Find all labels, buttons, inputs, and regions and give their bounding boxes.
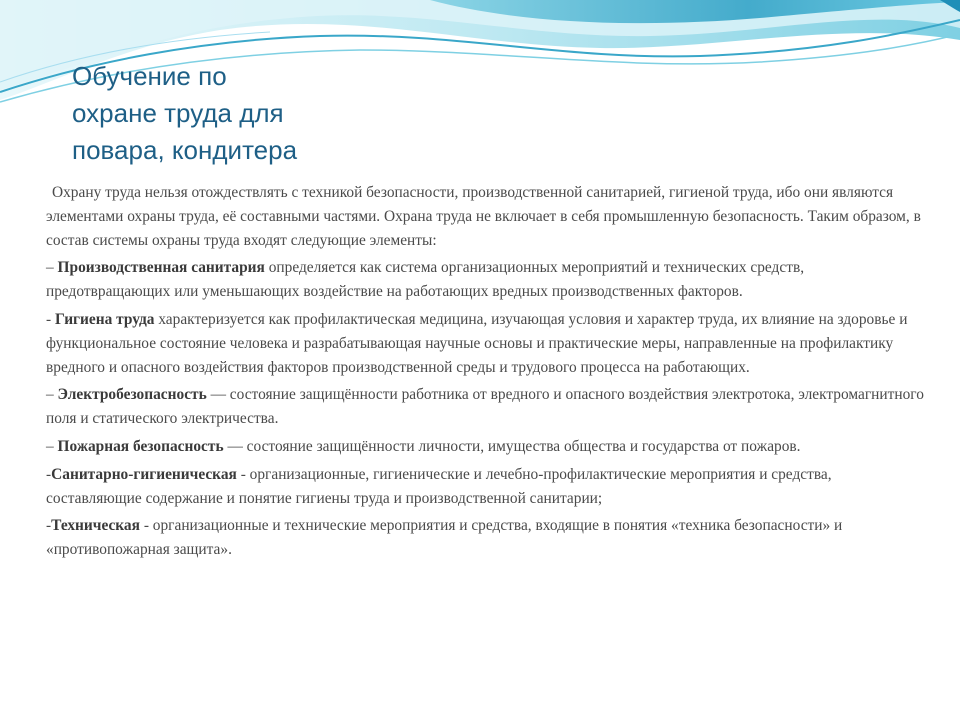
intro-paragraph: Охрану труда нельзя отождествлять с техникой безопасности, производственной санитарией, гигиеной труда, ибо они являются элементами охраны труда, её составными частями. Охрана труда не включает в себя промышленную безопасность. Таким образом, в состав системы охраны труда входят следующие элементы: [46,184,921,249]
title-line-3: повара, кондитера [72,135,298,165]
element-item [46,514,931,562]
item-term: Пожарная безопасность [57,437,224,455]
item-term: Санитарно-гигиеническая [51,465,237,483]
element-item [46,308,931,379]
item-prefix: - [46,517,52,535]
item-prefix: – [46,386,58,404]
item-prefix: - [46,310,55,328]
title-line-1: Обучение по [72,61,227,91]
item-term: Гигиена труда [54,310,155,328]
item-text: - организационные и технические мероприятия и средства, входящие в понятия «техника безопасности» и «противопожарная защита». [46,517,843,559]
item-prefix: – [46,259,58,277]
item-text: — состояние защищённости работника от вредного и опасного воздействия электротока, электромагнитного поля и статического электричества. [46,386,924,428]
slide-title [72,58,492,169]
item-text: — состояние защищённости личности, имущества общества и государства от пожаров. [223,437,801,455]
element-item [46,435,931,459]
item-term: Техническая [51,517,140,535]
item-term: Электробезопасность [57,386,207,404]
item-term: Производственная санитария [57,259,265,277]
item-text: характеризуется как профилактическая медицина, изучающая условия и характер труда, их влияние на здоровье и функциональное состояние человека и разрабатывающая научные основы и практические меры, направленные на профилактику вредного и опасного воздействия факторов производственной среды и трудового процесса на работающих. [46,310,908,376]
title-line-2: охране труда для [72,98,284,128]
item-text: определяется как система организационных мероприятий и технических средств, предотвращающих или уменьшающих воздействие на работающих вредных производственных факторов. [46,259,805,301]
item-prefix: - [46,465,52,483]
element-item [46,463,931,511]
item-prefix: – [46,437,58,455]
element-item [46,256,931,304]
item-text: - организационные, гигиенические и лечебно-профилактические мероприятия и средства, составляющие содержание и понятие гигиены труда и производственной санитарии; [46,465,832,507]
slide-body [46,181,931,566]
element-item [46,383,931,431]
